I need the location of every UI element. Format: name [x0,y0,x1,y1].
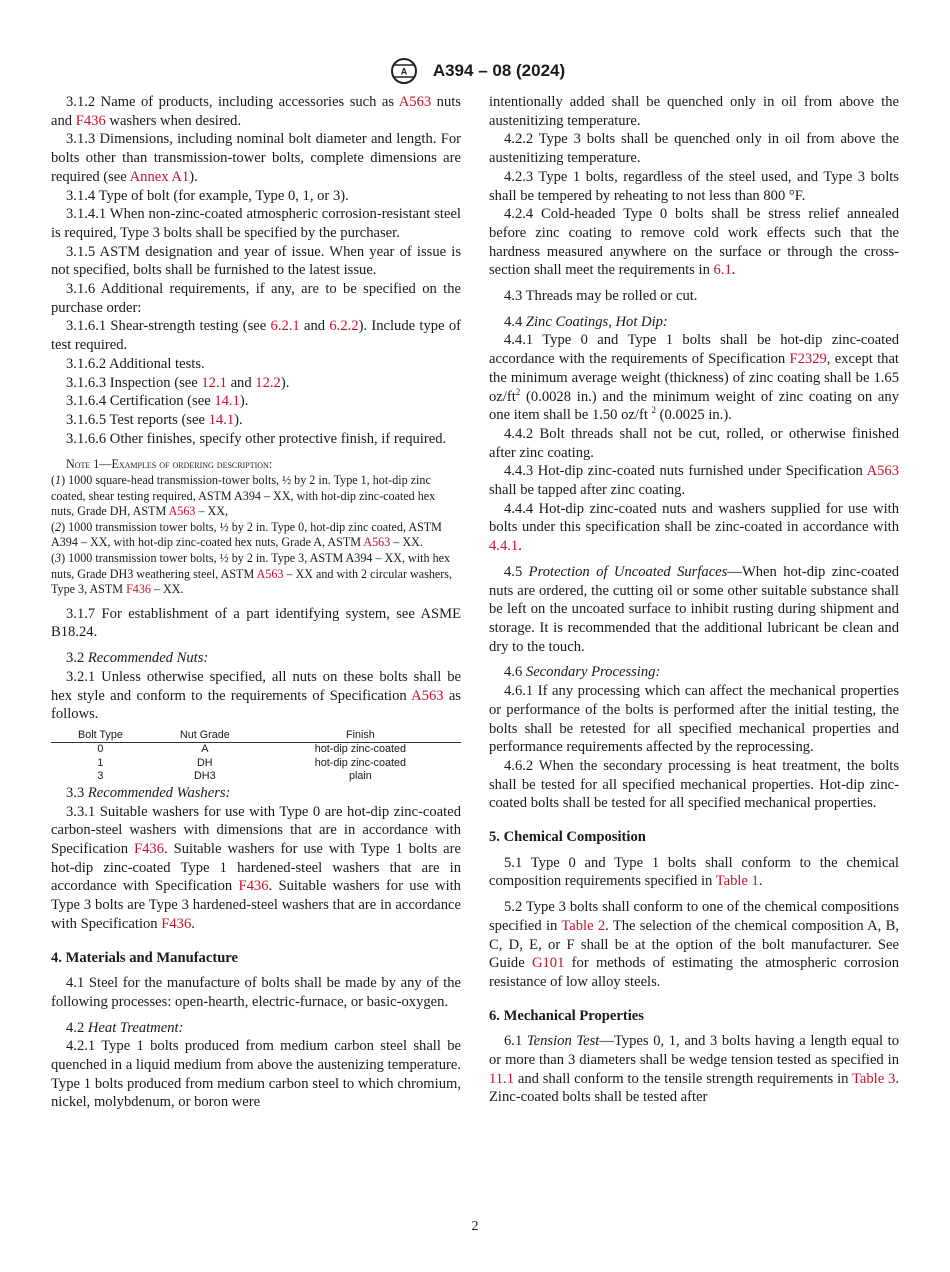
link-a563-r[interactable]: A563 [866,463,899,480]
para-3-3-1: 3.3.1 Suitable washers for use with Type 0 are hot-dip zinc-coated carbon-steel washers with dimensions that are in accordance with Specification F436. Suitable washers for use with Type 1 bolts are hot-dip zinc-coated Type 1 hardened-steel washers that are in accordance with Specification F436. Suitable washers for use with Type 3 bolts are Type 3 hardened-steel washers that are in accordance with Specification F436. [51,803,461,932]
link-12-2[interactable]: 12.2 [255,374,281,391]
standard-designation: A394 – 08 (2024) [432,61,566,80]
note-example-2: (2) 1000 transmission tower bolts, ½ by 2 in. Type 0, hot-dip zinc coated, ASTM A394 – XX, with hot-dip zinc-coated hex nuts, Grade A, ASTM A563 – XX. [51,519,442,550]
link-a563-note3[interactable]: A563 [256,566,284,581]
para-4-4-1: 4.4.1 Type 0 and Type 1 bolts shall be hot-dip zinc-coated accordance with the requirements of Specification F2329, except that the minimum average weight (thickness) of zinc coating shall be 1.65 $oz/ft^2$ (0.0028 in.) and the minimum weight of zinc coating on any one item shall be 1.50 oz/ft $^2$ (0.0025 in.). [489,332,899,424]
astm-logo-icon [385,56,423,86]
link-f436[interactable]: F436 [75,112,106,129]
link-table-3[interactable]: Table 3 [852,1070,896,1087]
para-3-1-6-5: 3.1.6.5 Test reports (see 14.1). [66,411,243,428]
note-1: Note 1—Examples of ordering description: (1) 1000 square-head transmission-tower bolts, ½ by 2 in. Type 1, hot-dip zinc coated, shear testing required, ASTM A394 – XX, with hot-dip zinc-coated hex nuts, Grade DH, ASTM A563 – XX, (2) 1000 transmission tower bolts, ½ by 2 in. Type 0, hot-dip zinc coated, ASTM A394 – XX, with hot-dip zinc-coated hex nuts, Grade A, ASTM A563 – XX. (3) 1000 transmission tower bolts, ½ by 2 in. Type 3, ASTM A394 – XX, with hex nuts, Grade DH3 weathering steel, ASTM A563 – XX and with 2 circular washers, Type 3, ASTM F436 – XX. [51,457,461,597]
note-example-3: (3) 1000 transmission tower bolts, ½ by 2 in. Type 3, ASTM A394 – XX, with hex nuts, Grade DH3 weathering steel, ASTM A563 – XX and with 2 circular washers, Type 3, ASTM F436 – XX. [51,550,453,597]
para-4-6-1: 4.6.1 If any processing which can affect the mechanical properties or performance of the bolts is performed after the initial testing, the bolts shall be retested for all specified mechanical properties and performance requirements affected by the reprocessing. [489,683,899,756]
para-3-2-1: 3.2.1 Unless otherwise specified, all nuts on these bolts shall be hex style and conform to the requirements of Specification A563 as follows. [51,668,461,723]
link-table-1[interactable]: Table 1 [715,873,759,890]
page-number: 2 [471,1219,479,1234]
link-6-2-1[interactable]: 6.2.1 [270,318,300,335]
para-3-1-5: 3.1.5 ASTM designation and year of issue. When year of issue is not specified, bolts shall be furnished to the latest issue. [51,243,461,279]
link-4-4-1[interactable]: 4.4.1 [489,538,519,555]
section-4-heading: 4. Materials and Manufacture [51,949,238,966]
para-3-1-4-1: 3.1.4.1 When non-zinc-coated atmospheric corrosion-resistant steel is required, Type 3 bolts shall be specified by the purchaser. [51,206,461,241]
link-6-2-2[interactable]: 6.2.2 [329,318,359,335]
link-annex-a1[interactable]: Annex A1 [129,168,190,185]
table-row: 3 DH3 plain [97,770,372,783]
para-3-1-7: 3.1.7 For establishment of a part identifying system, see ASME B18.24. [51,605,461,641]
link-f436-w3[interactable]: F436 [161,915,192,932]
link-11-1[interactable]: 11.1 [489,1070,514,1087]
para-3-1-4: 3.1.4 Type of bolt (for example, Type 0, 1, or 3). [66,187,349,204]
note-example-1: (1) 1000 square-head transmission-tower bolts, ½ by 2 in. Type 1, hot-dip zinc coated, shear testing required, ASTM A394 – XX, with hot-dip zinc-coated hex nuts, Grade DH, ASTM A563 – XX, [51,472,436,519]
para-4-4-2: 4.4.2 Bolt threads shall not be cut, rolled, or otherwise finished after zinc coating. [489,425,899,461]
link-table-2[interactable]: Table 2 [561,917,606,934]
link-a563-note1[interactable]: A563 [168,504,196,519]
para-5-1: 5.1 Type 0 and Type 1 bolts shall conform to the chemical composition requirements specified in Table 1. [489,854,899,890]
para-3-1-6-2: 3.1.6.2 Additional tests. [66,355,205,372]
para-4-5: 4.5 Protection of Uncoated Surfaces—When hot-dip zinc-coated nuts are ordered, the cutting oil or some other suitable substance shall be left on the uncoated surface to inhibit rusting during shipment and storage. It is recommended that the additional lubricant be clean and dry to the touch. [489,563,900,655]
para-6-1: 6.1 Tension Test—Types 0, 1, and 3 bolts having a length equal to or more than 3 diameters shall be wedge tension tested as specified in 11.1 and shall conform to the tensile strength requirements in Table 3. Zinc-coated bolts shall be tested after [489,1033,899,1106]
link-f2329[interactable]: F2329 [789,351,827,368]
col-bolt-type: Bolt Type [51,729,150,743]
para-4-2-4: 4.2.4 Cold-headed Type 0 bolts shall be stress relief annealed before zinc coating to remove cold work effects such that the hardness measured anywhere on the surface or through the cross-section shall meet the requirements in 6.1. [489,206,899,279]
link-14-1-b[interactable]: 14.1 [208,411,235,428]
para-4-2-3: 4.2.3 Type 1 bolts, regardless of the steel used, and Type 3 bolts shall be tempered by reheating to not less than 800 °F. [489,168,899,204]
table-row: 0 A hot-dip zinc-coated [97,743,406,756]
para-3-1-6-3: 3.1.6.3 Inspection (see 12.1 and 12.2). [66,374,290,391]
section-6-heading: 6. Mechanical Properties [489,1007,644,1024]
link-g101[interactable]: G101 [531,955,565,972]
link-6-1[interactable]: 6.1 [713,262,732,279]
para-4-4-4: 4.4.4 Hot-dip zinc-coated nuts and washers supplied for use with bolts under this specification shall be zinc-coated in accordance with 4.4.1. [489,500,899,555]
para-5-2: 5.2 Type 3 bolts shall conform to one of the chemical compositions specified in Table 2. The selection of the chemical composition A, B, C, D, E, or F shall be at the option of the bolt manufacturer. See Guide G101 for methods of estimating the atmospheric corrosion resistance of low alloy steels. [489,899,899,990]
para-3-1-2: 3.1.2 Name of products, including accessories such as A563 nuts and F436 washers when desired. [51,94,461,129]
para-3-1-6: 3.1.6 Additional requirements, if any, are to be specified on the purchase order: [51,281,461,316]
link-12-1[interactable]: 12.1 [201,374,227,391]
section-5-heading: 5. Chemical Composition [489,829,646,846]
link-f436-note3[interactable]: F436 [126,582,151,597]
para-4-6-2: 4.6.2 When the secondary processing is heat treatment, the bolts shall be tested for all specified mechanical properties. Hot-dip zinc-coated bolts shall be tested for all specified mechanical properties. [489,757,899,812]
para-4-6: 4.6 Secondary Processing: [504,664,661,681]
para-3-3: 3.3 Recommended Washers: [66,784,231,801]
para-4-3: 4.3 Threads may be rolled or cut. [504,288,698,305]
para-3-1-6-4: 3.1.6.4 Certification (see 14.1). [66,393,249,410]
para-4-1: 4.1 Steel for the manufacture of bolts shall be made by any of the following processes: open-hearth, electric-furnace, or basic-oxygen. [51,975,461,1010]
table-row: 1 DH hot-dip zinc-coated [97,756,406,769]
para-4-2-1: 4.2.1 Type 1 bolts produced from medium carbon steel shall be quenched in a liquid medium from above the austenizing temperature. Type 1 bolts produced from medium carbon steel to which chromium, nickel, molybdenum, or boron were [51,1038,461,1111]
para-3-1-6-1: 3.1.6.1 Shear-strength testing (see 6.2.1 and 6.2.2). Include type of test required. [51,318,461,354]
link-14-1[interactable]: 14.1 [214,393,240,410]
link-a563[interactable]: A563 [398,94,432,110]
para-4-2-2: 4.2.2 Type 3 bolts shall be quenched only in oil from above the austenitizing temperature. [489,131,899,167]
col-finish: Finish [260,729,461,743]
col-nut-grade: Nut Grade [150,729,260,743]
para-3-1-6-6: 3.1.6.6 Other finishes, specify other protective finish, if required. [66,430,447,447]
para-4-4-3: 4.4.3 Hot-dip zinc-coated nuts furnished under Specification A563 shall be tapped after zinc coating. [489,463,899,499]
page-header [0,56,950,86]
link-a563-note2[interactable]: A563 [363,535,391,550]
para-4-4: 4.4 Zinc Coatings, Hot Dip: [504,313,668,330]
link-f436-w1[interactable]: F436 [133,841,164,858]
link-a563-nuts[interactable]: A563 [411,687,444,704]
nut-table [51,729,461,784]
right-column [489,93,899,1107]
left-column [51,93,461,1112]
para-4-2-1-cont: intentionally added shall be quenched only in oil from above the austenitizing temperature. [489,94,899,129]
note-label: Note 1 [66,457,100,472]
para-3-2: 3.2 Recommended Nuts: [66,650,209,667]
para-4-2: 4.2 Heat Treatment: [66,1019,184,1036]
link-f436-w2[interactable]: F436 [238,878,269,895]
para-3-1-3: 3.1.3 Dimensions, including nominal bolt diameter and length. For bolts other than transmission-tower bolts, complete dimensions are required (see Annex A1). [51,131,461,185]
svg-text:A: A [400,66,408,77]
